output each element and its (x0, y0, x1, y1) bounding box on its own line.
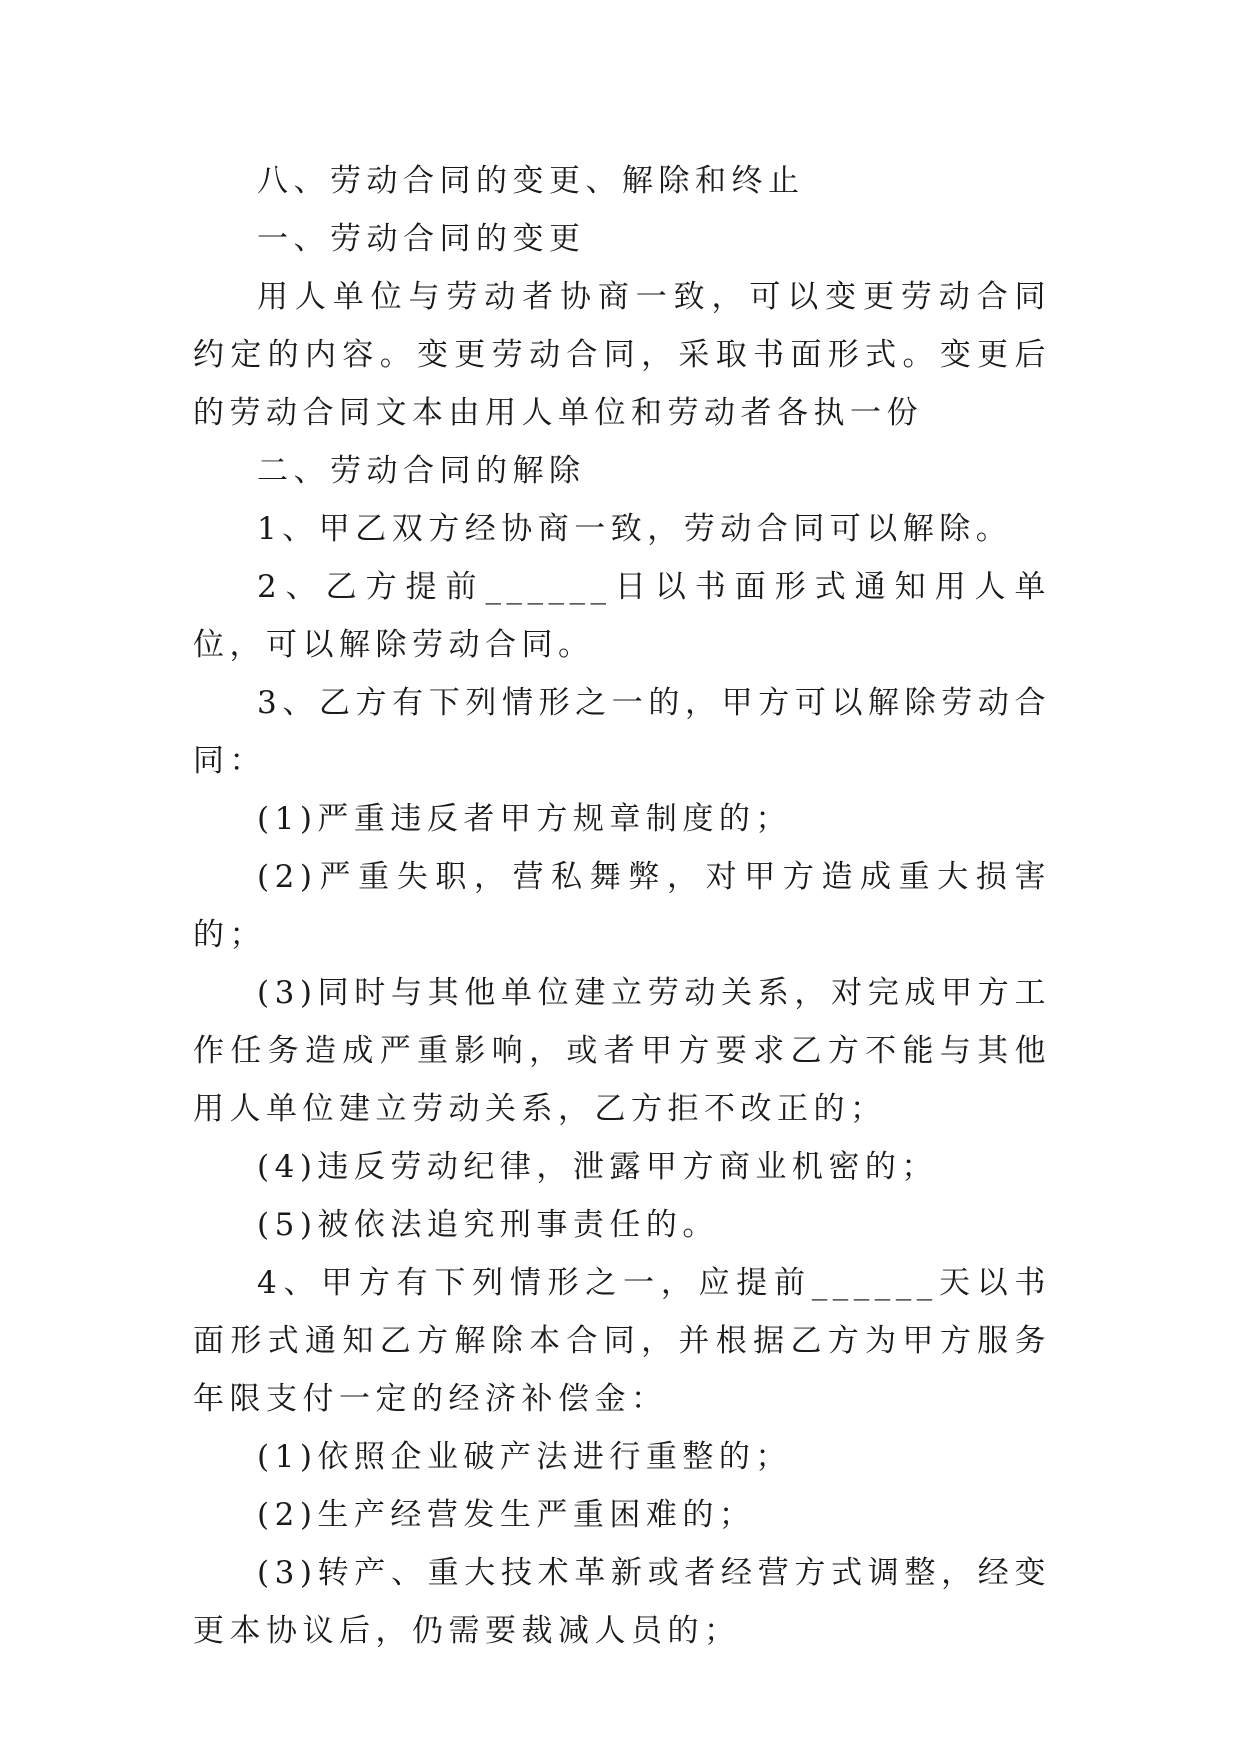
subsection-heading-termination: 二、劳动合同的解除 (257, 453, 586, 489)
paragraph-change-agreement: 用人单位与劳动者协商一致，可以变更劳动合同约定的内容。变更劳动合同，采取书面形式。变更后的劳动合同文本由用人单位和劳动者各执一份 (193, 279, 1051, 431)
clause-4: 4、甲方有下列情形之一，应提前______天以书面形式通知乙方解除本合同，并根据乙方为甲方服务年限支付一定的经济补偿金： (193, 1265, 1051, 1417)
subsection-heading-change: 一、劳动合同的变更 (257, 221, 586, 257)
clause-3-item-4: (4)违反劳动纪律，泄露甲方商业机密的； (257, 1149, 938, 1185)
clause-3: 3、乙方有下列情形之一的，甲方可以解除劳动合同： (193, 685, 1051, 779)
clause-1: 1、甲乙双方经协商一致，劳动合同可以解除。 (257, 511, 1013, 547)
section-heading-change-termination: 八、劳动合同的变更、解除和终止 (257, 163, 805, 199)
clause-3-item-5: (5)被依法追究刑事责任的。 (257, 1207, 719, 1243)
clause-3-item-1: (1)严重违反者甲方规章制度的； (257, 801, 792, 837)
clause-2: 2、乙方提前______日以书面形式通知用人单位，可以解除劳动合同。 (193, 569, 1051, 663)
clause-4-item-2: (2)生产经营发生严重困难的； (257, 1497, 756, 1533)
clause-3-item-2: (2)严重失职，营私舞弊，对甲方造成重大损害的； (193, 859, 1051, 953)
document-body (193, 152, 1051, 1660)
clause-4-item-1: (1)依照企业破产法进行重整的； (257, 1439, 792, 1475)
clause-3-item-3: (3)同时与其他单位建立劳动关系，对完成甲方工作任务造成严重影响，或者甲方要求乙方不能与其他用人单位建立劳动关系，乙方拒不改正的； (193, 975, 1051, 1127)
clause-4-item-3: (3)转产、重大技术革新或者经营方式调整，经变更本协议后，仍需要裁减人员的； (193, 1555, 1051, 1649)
